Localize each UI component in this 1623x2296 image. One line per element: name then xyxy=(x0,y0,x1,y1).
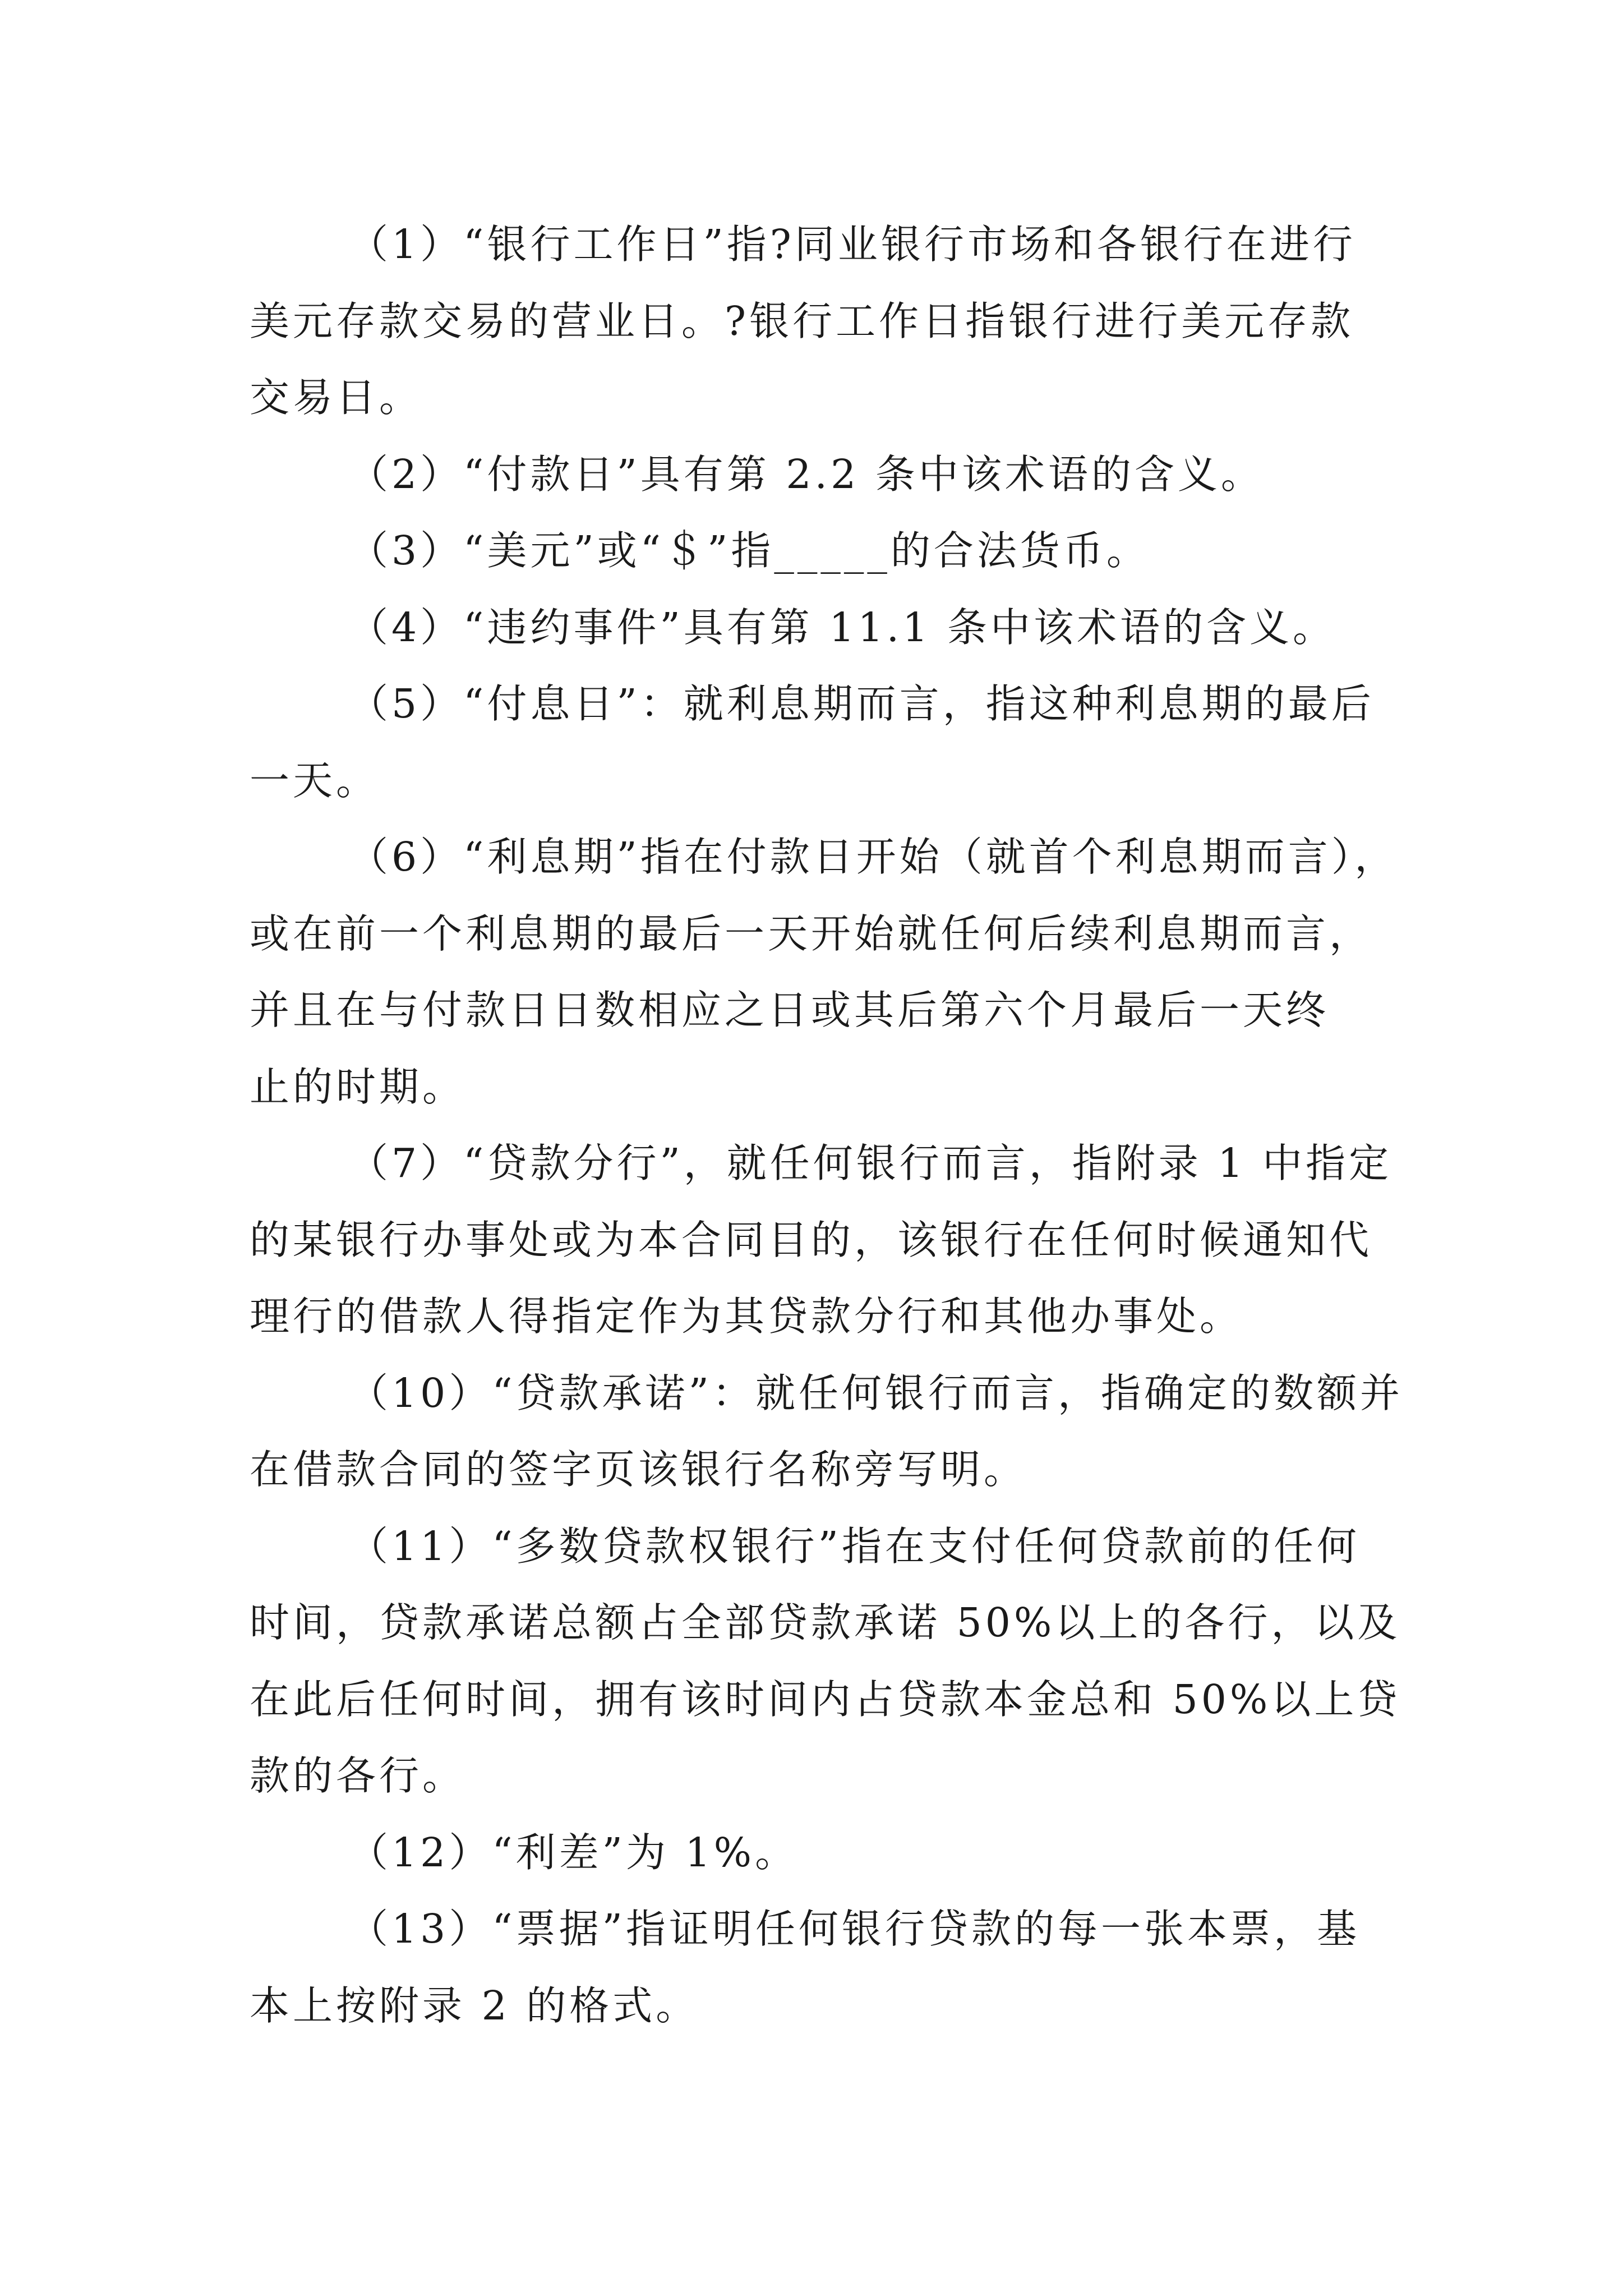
definition-paragraph-5 xyxy=(250,666,1410,819)
text-line: 款的各行。 xyxy=(250,1752,466,1799)
text-line: 交易日。 xyxy=(250,374,423,421)
text-line: （10）“贷款承诺”：就任何银行而言，指确定的数额并 xyxy=(348,1369,1403,1416)
text-line: （11）“多数贷款权银行”指在支付任何贷款前的任何 xyxy=(348,1522,1360,1570)
text-line: 的某银行办事处或为本合同目的，该银行在任何时候通知代 xyxy=(250,1216,1373,1263)
definition-paragraph-4 xyxy=(250,590,1410,666)
definition-paragraph-10 xyxy=(250,1355,1410,1508)
text-line: （7）“贷款分行”，就任何银行而言，指附录 1 中指定 xyxy=(348,1140,1393,1186)
text-line: 在借款合同的签字页该银行名称旁写明。 xyxy=(250,1446,1027,1493)
text-line: 一天。 xyxy=(250,757,380,804)
text-line: 并且在与付款日日数相应之日或其后第六个月最后一天终 xyxy=(250,987,1330,1033)
text-line: 或在前一个利息期的最后一天开始就任何后续利息期而言， xyxy=(250,910,1373,957)
text-line: （4）“违约事件”具有第 11.1 条中该术语的含义。 xyxy=(348,604,1336,651)
text-line: 时间，贷款承诺总额占全部贷款承诺 50%以上的各行，以及 xyxy=(250,1599,1401,1646)
document-body xyxy=(250,206,1410,2044)
definition-paragraph-2 xyxy=(250,436,1410,513)
text-line: 本上按附录 2 的格式。 xyxy=(250,1982,699,2029)
text-line: （2）“付款日”具有第 2.2 条中该术语的含义。 xyxy=(348,450,1264,498)
definition-paragraph-13 xyxy=(250,1891,1410,2044)
definition-paragraph-12 xyxy=(250,1815,1410,1892)
text-line: 美元存款交易的营业日。?银行工作日指银行进行美元存款 xyxy=(250,297,1354,344)
text-line: （13）“票据”指证明任何银行贷款的每一张本票，基 xyxy=(348,1906,1360,1952)
text-line: （6）“利息期”指在付款日开始（就首个利息期而言）， xyxy=(348,834,1398,880)
text-line: 止的时期。 xyxy=(250,1063,466,1110)
definition-paragraph-1 xyxy=(250,206,1410,436)
definition-paragraph-6 xyxy=(250,819,1410,1125)
text-line: （1）“银行工作日”指?同业银行市场和各银行在进行 xyxy=(348,221,1356,268)
text-line: （3）“美元”或“＄”指_____的合法货币。 xyxy=(348,527,1150,574)
definition-paragraph-11 xyxy=(250,1508,1410,1815)
text-line: （5）“付息日”：就利息期而言，指这种利息期的最后 xyxy=(348,680,1375,727)
text-line: 在此后任何时间，拥有该时间内占贷款本金总和 50%以上贷 xyxy=(250,1676,1401,1723)
text-line: 理行的借款人得指定作为其贷款分行和其他办事处。 xyxy=(250,1293,1243,1340)
definition-paragraph-3 xyxy=(250,513,1410,590)
text-line: （12）“利差”为 1%。 xyxy=(348,1829,799,1876)
definition-paragraph-7 xyxy=(250,1125,1410,1355)
